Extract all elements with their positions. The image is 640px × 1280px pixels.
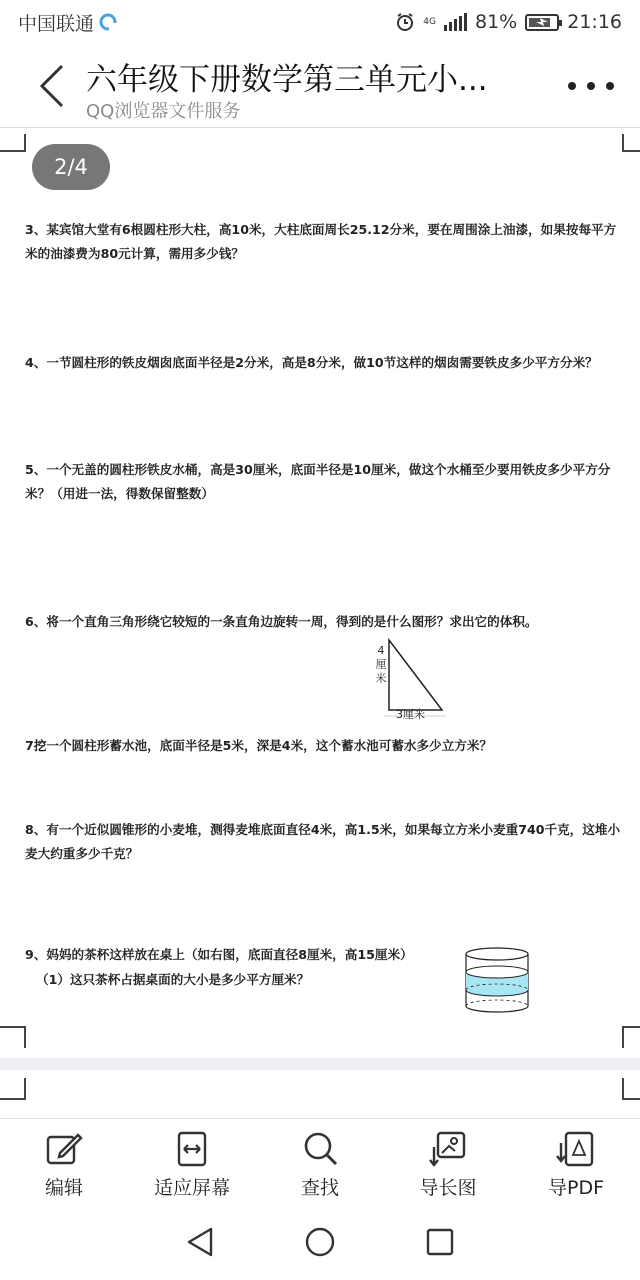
network-type: 4G [423,16,436,27]
status-bar [0,0,640,44]
bottom-toolbar [0,1118,640,1204]
triangle-height-label: 4 厘 米 [375,644,387,685]
page-corner-mark [622,134,640,152]
question-8: 8、有一个近似圆锥形的小麦堆，测得麦堆底面直径4米，高1.5米，如果每立方米小麦重740千克，这堆小麦大约重多少千克？ [25,822,621,861]
search-button[interactable] [256,1119,384,1204]
search-label: 查找 [300,1177,339,1199]
alarm-icon [395,12,415,32]
page-corner-mark [0,1026,26,1048]
triangle-base-label: 3厘米 [396,708,425,721]
question-9-part-1: （1）这只茶杯占据桌面的大小是多少平方厘米？ [36,972,310,987]
more-dot-icon [606,82,614,90]
page-corner-mark [622,1078,640,1100]
document-title: 六年级下册数学第三单元小... [86,62,488,98]
question-4: 4、一节圆柱形的铁皮烟囱底面半径是2分米，高是8分米，做10节这样的烟囱需要铁皮多少平方分米？ [25,355,598,370]
page-corner-mark [622,1026,640,1048]
triangle-back-icon [185,1226,215,1258]
edit-icon [44,1129,84,1169]
question-6: 6、将一个直角三角形绕它较短的一条直角边旋转一周，得到的是什么图形？求出它的体积。 [25,614,538,629]
charging-icon [535,17,549,27]
page-separator [0,1058,640,1070]
export-image-label: 导长图 [419,1177,477,1199]
back-button[interactable] [30,60,74,112]
export-pdf-icon [556,1129,596,1169]
export-pdf-label: 导PDF [547,1177,605,1199]
carrier-name: 中国联通 [18,12,95,35]
export-image-button[interactable] [384,1119,512,1204]
question-7: 7挖一个圆柱形蓄水池，底面半径是5米，深是4米，这个蓄水池可蓄水多少立方米？ [25,738,493,753]
export-image-icon [428,1129,468,1169]
app-header [0,44,640,128]
document-subtitle: QQ浏览器文件服务 [86,101,241,122]
battery-percent: 81% [475,11,518,33]
edit-label: 编辑 [44,1177,83,1199]
page-indicator: 2/4 [32,144,110,190]
more-dot-icon [587,82,595,90]
fit-screen-label: 适应屏幕 [153,1177,230,1199]
nav-home-button[interactable] [300,1222,340,1262]
edit-button[interactable] [0,1119,128,1204]
page-corner-mark [0,1078,26,1100]
nav-back-button[interactable] [180,1222,220,1262]
document-viewer[interactable] [0,128,640,1118]
fit-screen-button[interactable] [128,1119,256,1204]
search-icon [300,1129,340,1169]
battery-icon [525,14,559,31]
system-nav-bar [0,1204,640,1280]
question-3: 3、某宾馆大堂有6根圆柱形大柱，高10米，大柱底面周长25.12分米，要在周围涂上油漆，如果按每平方米的油漆费为80元计算，需用多少钱？ [25,222,617,261]
tea-cup-figure [462,944,532,1020]
fit-screen-icon [172,1129,212,1169]
export-pdf-button[interactable] [512,1119,640,1204]
more-dot-icon [568,82,576,90]
more-options-button[interactable] [568,72,614,100]
clock: 21:16 [567,11,622,33]
chevron-left-icon [30,60,74,112]
question-9: 9、妈妈的茶杯这样放在桌上（如右图，底面直径8厘米，高15厘米） [25,947,413,962]
signal-icon [444,13,467,31]
carrier-group [18,9,118,36]
page-corner-mark [0,134,26,152]
hd-call-icon [98,12,118,32]
status-right [395,11,622,33]
nav-recents-button[interactable] [420,1222,460,1262]
square-recents-icon [425,1227,455,1257]
circle-home-icon [304,1226,336,1258]
question-5: 5、一个无盖的圆柱形铁皮水桶，高是30厘米，底面半径是10厘米，做这个水桶至少要用铁皮多少平方分米？（用进一法，得数保留整数） [25,462,611,501]
